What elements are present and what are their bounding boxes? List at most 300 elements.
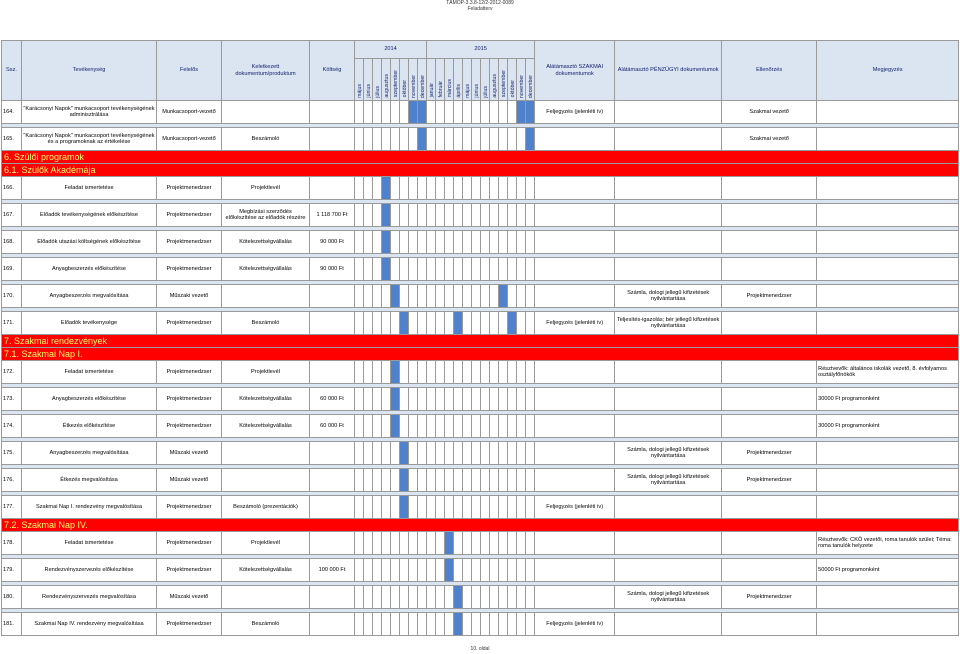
task-row <box>2 177 959 200</box>
month-cell <box>400 177 409 200</box>
month-cell <box>499 258 508 281</box>
month-cell <box>517 128 526 151</box>
month-header <box>472 59 481 101</box>
task-financial-doc <box>615 258 722 281</box>
month-header <box>481 59 490 101</box>
month-cell <box>364 258 373 281</box>
month-cell <box>481 532 490 555</box>
month-label: július <box>375 85 381 98</box>
month-cell <box>364 177 373 200</box>
month-cell <box>364 285 373 308</box>
task-cost <box>310 442 355 465</box>
month-cell <box>499 532 508 555</box>
task-activity: Anyagbeszerzés előkészítése <box>22 388 157 411</box>
month-cell <box>499 442 508 465</box>
month-label: október <box>402 80 408 98</box>
month-active-cell <box>400 496 409 519</box>
month-header <box>418 59 427 101</box>
task-professional-doc <box>535 388 615 411</box>
month-cell <box>472 586 481 609</box>
month-active-cell <box>526 101 535 124</box>
month-cell <box>409 532 418 555</box>
month-cell <box>499 128 508 151</box>
month-cell <box>409 312 418 335</box>
task-note <box>817 586 959 609</box>
month-cell <box>364 415 373 438</box>
month-cell <box>517 177 526 200</box>
task-row <box>2 469 959 492</box>
task-document: Kötelezettségvállalás <box>222 258 310 281</box>
month-cell <box>355 312 364 335</box>
task-document: Beszámoló <box>222 312 310 335</box>
month-cell <box>508 415 517 438</box>
task-responsible: Műszaki vezető <box>157 469 222 492</box>
task-professional-doc <box>535 559 615 582</box>
month-header <box>454 59 463 101</box>
col-ssz: Ssz. <box>2 41 22 101</box>
month-cell <box>517 231 526 254</box>
month-active-cell <box>400 312 409 335</box>
task-document: Kötelezettségvállalás <box>222 388 310 411</box>
month-cell <box>463 361 472 384</box>
task-document: Beszámoló <box>222 128 310 151</box>
month-label: április <box>456 84 463 98</box>
month-active-cell <box>382 177 391 200</box>
month-header <box>391 59 400 101</box>
col-dokumentum: Keletkezett dokumentum/produktum <box>222 41 310 101</box>
month-cell <box>427 128 436 151</box>
month-cell <box>382 532 391 555</box>
task-document <box>222 285 310 308</box>
task-cost <box>310 361 355 384</box>
month-cell <box>373 496 382 519</box>
month-cell <box>463 312 472 335</box>
task-supervisor <box>722 613 817 636</box>
task-document <box>222 442 310 465</box>
task-note: 30000 Ft programonként <box>817 388 959 411</box>
task-supervisor: Projektmenedzser <box>722 285 817 308</box>
month-label: szeptember <box>393 70 399 98</box>
month-cell <box>409 415 418 438</box>
task-responsible: Projektmenedzser <box>157 177 222 200</box>
month-cell <box>526 312 535 335</box>
month-cell <box>463 231 472 254</box>
task-document: Kötelezettségvállalás <box>222 415 310 438</box>
task-number: 174. <box>2 415 22 438</box>
month-cell <box>526 532 535 555</box>
month-cell <box>508 101 517 124</box>
month-cell <box>364 312 373 335</box>
month-cell <box>445 177 454 200</box>
month-cell <box>490 586 499 609</box>
task-responsible: Projektmenedzser <box>157 231 222 254</box>
month-cell <box>517 415 526 438</box>
task-row <box>2 586 959 609</box>
task-supervisor <box>722 361 817 384</box>
month-cell <box>526 204 535 227</box>
task-financial-doc <box>615 231 722 254</box>
task-supervisor: Szakmai vezető <box>722 128 817 151</box>
month-cell <box>499 559 508 582</box>
task-activity: Szakmai Nap I. rendezvény megvalósítása <box>22 496 157 519</box>
month-active-cell <box>418 128 427 151</box>
month-cell <box>481 496 490 519</box>
task-activity: Feladat ismertetése <box>22 177 157 200</box>
month-cell <box>481 128 490 151</box>
task-cost <box>310 285 355 308</box>
month-cell <box>499 469 508 492</box>
task-financial-doc <box>615 532 722 555</box>
task-responsible: Projektmenedzser <box>157 361 222 384</box>
month-cell <box>508 231 517 254</box>
task-activity: "Karácsonyi Napok" munkacsoport tevékenységének és a programoknak az értékelése <box>22 128 157 151</box>
month-cell <box>436 586 445 609</box>
month-cell <box>373 231 382 254</box>
month-cell <box>499 613 508 636</box>
month-cell <box>427 285 436 308</box>
task-financial-doc <box>615 128 722 151</box>
month-cell <box>517 204 526 227</box>
month-cell <box>436 496 445 519</box>
month-cell <box>454 496 463 519</box>
col-megjegyzes: Megjegyzés <box>817 41 959 101</box>
month-cell <box>409 442 418 465</box>
month-active-cell <box>400 442 409 465</box>
month-cell <box>364 559 373 582</box>
month-cell <box>355 388 364 411</box>
section-heading-row <box>2 335 959 348</box>
task-supervisor <box>722 532 817 555</box>
month-cell <box>418 469 427 492</box>
task-activity: Anyagbeszerzés előkészítése <box>22 258 157 281</box>
month-cell <box>490 258 499 281</box>
month-cell <box>508 469 517 492</box>
task-note <box>817 613 959 636</box>
month-cell <box>355 415 364 438</box>
month-cell <box>364 361 373 384</box>
month-cell <box>508 361 517 384</box>
task-note <box>817 496 959 519</box>
task-note: Résztvevők: általános iskolák vezető, 8. évfolyamos osztályfőnökök <box>817 361 959 384</box>
month-label: június <box>474 84 481 98</box>
month-cell <box>373 532 382 555</box>
month-active-cell <box>382 204 391 227</box>
month-cell <box>409 586 418 609</box>
month-cell <box>508 285 517 308</box>
month-cell <box>355 285 364 308</box>
task-responsible: Projektmenedzser <box>157 415 222 438</box>
month-cell <box>472 496 481 519</box>
task-row <box>2 258 959 281</box>
month-cell <box>391 442 400 465</box>
month-cell <box>436 613 445 636</box>
month-cell <box>391 559 400 582</box>
month-cell <box>373 361 382 384</box>
month-cell <box>490 388 499 411</box>
month-cell <box>481 361 490 384</box>
task-cost <box>310 312 355 335</box>
task-supervisor <box>722 415 817 438</box>
month-cell <box>463 469 472 492</box>
task-responsible: Projektmenedzser <box>157 204 222 227</box>
month-cell <box>436 559 445 582</box>
month-cell <box>499 101 508 124</box>
month-cell <box>490 361 499 384</box>
task-number: 178. <box>2 532 22 555</box>
month-cell <box>472 532 481 555</box>
month-cell <box>382 128 391 151</box>
month-cell <box>445 258 454 281</box>
month-label: január <box>429 83 436 98</box>
month-cell <box>508 613 517 636</box>
task-row <box>2 442 959 465</box>
month-cell <box>391 258 400 281</box>
month-cell <box>490 101 499 124</box>
month-cell <box>445 128 454 151</box>
month-cell <box>517 388 526 411</box>
month-cell <box>364 231 373 254</box>
month-cell <box>463 285 472 308</box>
month-label: május <box>357 83 363 98</box>
month-cell <box>355 177 364 200</box>
month-cell <box>409 388 418 411</box>
month-cell <box>472 388 481 411</box>
month-cell <box>373 469 382 492</box>
month-cell <box>355 496 364 519</box>
month-header <box>427 59 436 101</box>
task-cost <box>310 101 355 124</box>
month-cell <box>436 415 445 438</box>
month-cell <box>463 613 472 636</box>
month-cell <box>373 312 382 335</box>
month-cell <box>382 469 391 492</box>
task-row <box>2 204 959 227</box>
section-heading-row <box>2 164 959 177</box>
month-label: november <box>411 74 417 98</box>
month-cell <box>481 388 490 411</box>
month-cell <box>355 258 364 281</box>
month-cell <box>409 559 418 582</box>
month-cell <box>472 204 481 227</box>
month-active-cell <box>454 613 463 636</box>
month-cell <box>436 469 445 492</box>
task-supervisor <box>722 258 817 281</box>
month-cell <box>418 532 427 555</box>
month-cell <box>364 128 373 151</box>
month-header <box>517 59 526 101</box>
month-cell <box>391 496 400 519</box>
month-cell <box>490 442 499 465</box>
month-cell <box>526 559 535 582</box>
month-cell <box>391 177 400 200</box>
month-label: december <box>528 74 535 98</box>
task-professional-doc: Feljegyzés (jelenléti ív) <box>535 613 615 636</box>
month-cell <box>481 586 490 609</box>
task-financial-doc <box>615 559 722 582</box>
task-note <box>817 231 959 254</box>
month-cell <box>427 312 436 335</box>
task-number: 169. <box>2 258 22 281</box>
month-label: december <box>420 74 426 98</box>
month-cell <box>418 559 427 582</box>
month-active-cell <box>454 586 463 609</box>
month-cell <box>508 204 517 227</box>
month-cell <box>499 388 508 411</box>
month-cell <box>364 496 373 519</box>
task-document: Projektlevél <box>222 177 310 200</box>
month-cell <box>436 128 445 151</box>
month-active-cell <box>391 285 400 308</box>
month-cell <box>400 361 409 384</box>
month-cell <box>463 204 472 227</box>
task-financial-doc <box>615 361 722 384</box>
task-professional-doc <box>535 586 615 609</box>
month-cell <box>355 204 364 227</box>
month-cell <box>391 469 400 492</box>
task-activity: Előadók tevékenységének előkészítése <box>22 204 157 227</box>
task-professional-doc <box>535 415 615 438</box>
task-cost: 60 000 Ft <box>310 388 355 411</box>
section-heading-row <box>2 348 959 361</box>
task-row <box>2 496 959 519</box>
task-note <box>817 258 959 281</box>
task-document: Projektlevél <box>222 361 310 384</box>
task-professional-doc <box>535 128 615 151</box>
task-supervisor <box>722 388 817 411</box>
month-cell <box>355 442 364 465</box>
month-header <box>355 59 364 101</box>
month-header <box>436 59 445 101</box>
month-cell <box>517 532 526 555</box>
task-row <box>2 101 959 124</box>
month-cell <box>517 613 526 636</box>
task-cost <box>310 496 355 519</box>
month-cell <box>436 532 445 555</box>
task-activity: Rendezvényszervezés megvalósítása <box>22 586 157 609</box>
month-cell <box>445 285 454 308</box>
month-cell <box>373 128 382 151</box>
month-cell <box>418 442 427 465</box>
task-number: 165. <box>2 128 22 151</box>
task-row <box>2 128 959 151</box>
task-activity: Feladat ismertetése <box>22 361 157 384</box>
task-responsible: Műszaki vezető <box>157 285 222 308</box>
section-heading: 6.1. Szülők Akadémája <box>2 164 959 177</box>
task-number: 172. <box>2 361 22 384</box>
month-cell <box>391 128 400 151</box>
month-cell <box>463 442 472 465</box>
task-row <box>2 532 959 555</box>
task-responsible: Műszaki vezető <box>157 586 222 609</box>
month-cell <box>382 442 391 465</box>
month-cell <box>382 388 391 411</box>
task-number: 180. <box>2 586 22 609</box>
month-cell <box>454 532 463 555</box>
month-cell <box>391 204 400 227</box>
month-cell <box>364 388 373 411</box>
month-cell <box>373 258 382 281</box>
month-cell <box>382 285 391 308</box>
month-cell <box>472 177 481 200</box>
month-cell <box>445 613 454 636</box>
task-activity: Szakmai Nap IV. rendezvény megvalósítása <box>22 613 157 636</box>
month-cell <box>436 442 445 465</box>
task-financial-doc: Teljesítés-igazolás; bér jellegű kifizetések nyilvántartása <box>615 312 722 335</box>
task-cost: 90 000 Ft <box>310 231 355 254</box>
month-cell <box>472 415 481 438</box>
task-professional-doc: Feljegyzés (jelenléti ív) <box>535 496 615 519</box>
month-cell <box>373 101 382 124</box>
task-professional-doc <box>535 231 615 254</box>
month-cell <box>508 177 517 200</box>
task-supervisor: Projektmenedzser <box>722 442 817 465</box>
task-note <box>817 204 959 227</box>
month-cell <box>454 258 463 281</box>
month-cell <box>355 586 364 609</box>
month-header <box>490 59 499 101</box>
task-note: 30000 Ft programonként <box>817 415 959 438</box>
section-heading: 6. Szülői programok <box>2 151 959 164</box>
task-note <box>817 128 959 151</box>
month-cell <box>508 258 517 281</box>
month-cell <box>526 258 535 281</box>
task-financial-doc: Számla, dologi jellegű kifizetések nyilvántartása <box>615 285 722 308</box>
month-cell <box>517 361 526 384</box>
task-number: 164. <box>2 101 22 124</box>
month-active-cell <box>382 258 391 281</box>
month-cell <box>472 613 481 636</box>
month-cell <box>409 204 418 227</box>
month-cell <box>463 559 472 582</box>
month-cell <box>481 204 490 227</box>
month-cell <box>400 559 409 582</box>
month-cell <box>355 469 364 492</box>
month-cell <box>463 388 472 411</box>
month-cell <box>427 532 436 555</box>
section-heading-row <box>2 519 959 532</box>
month-cell <box>472 312 481 335</box>
month-cell <box>436 312 445 335</box>
month-cell <box>454 559 463 582</box>
task-responsible: Műszaki vezető <box>157 442 222 465</box>
month-active-cell <box>517 101 526 124</box>
task-cost: 100 000 Ft <box>310 559 355 582</box>
month-cell <box>454 231 463 254</box>
month-cell <box>526 388 535 411</box>
task-financial-doc <box>615 415 722 438</box>
task-professional-doc <box>535 469 615 492</box>
month-cell <box>364 101 373 124</box>
month-cell <box>517 285 526 308</box>
section-heading: 7. Szakmai rendezvények <box>2 335 959 348</box>
year-2014: 2014 <box>355 41 427 59</box>
month-cell <box>400 204 409 227</box>
task-financial-doc: Számla, dologi jellegű kifizetések nyilvántartása <box>615 586 722 609</box>
month-cell <box>418 361 427 384</box>
month-header <box>382 59 391 101</box>
month-cell <box>454 101 463 124</box>
year-2015: 2015 <box>427 41 535 59</box>
task-professional-doc: Feljegyzés (jelenléti ív) <box>535 101 615 124</box>
task-supervisor: Projektmenedzser <box>722 586 817 609</box>
month-cell <box>427 613 436 636</box>
month-header <box>409 59 418 101</box>
task-document: Megbízási szerződés előkészítése az előadók részére <box>222 204 310 227</box>
task-document <box>222 586 310 609</box>
task-document: Projektlevél <box>222 532 310 555</box>
task-responsible: Projektmenedzser <box>157 496 222 519</box>
task-responsible: Munkacsoport-vezető <box>157 128 222 151</box>
